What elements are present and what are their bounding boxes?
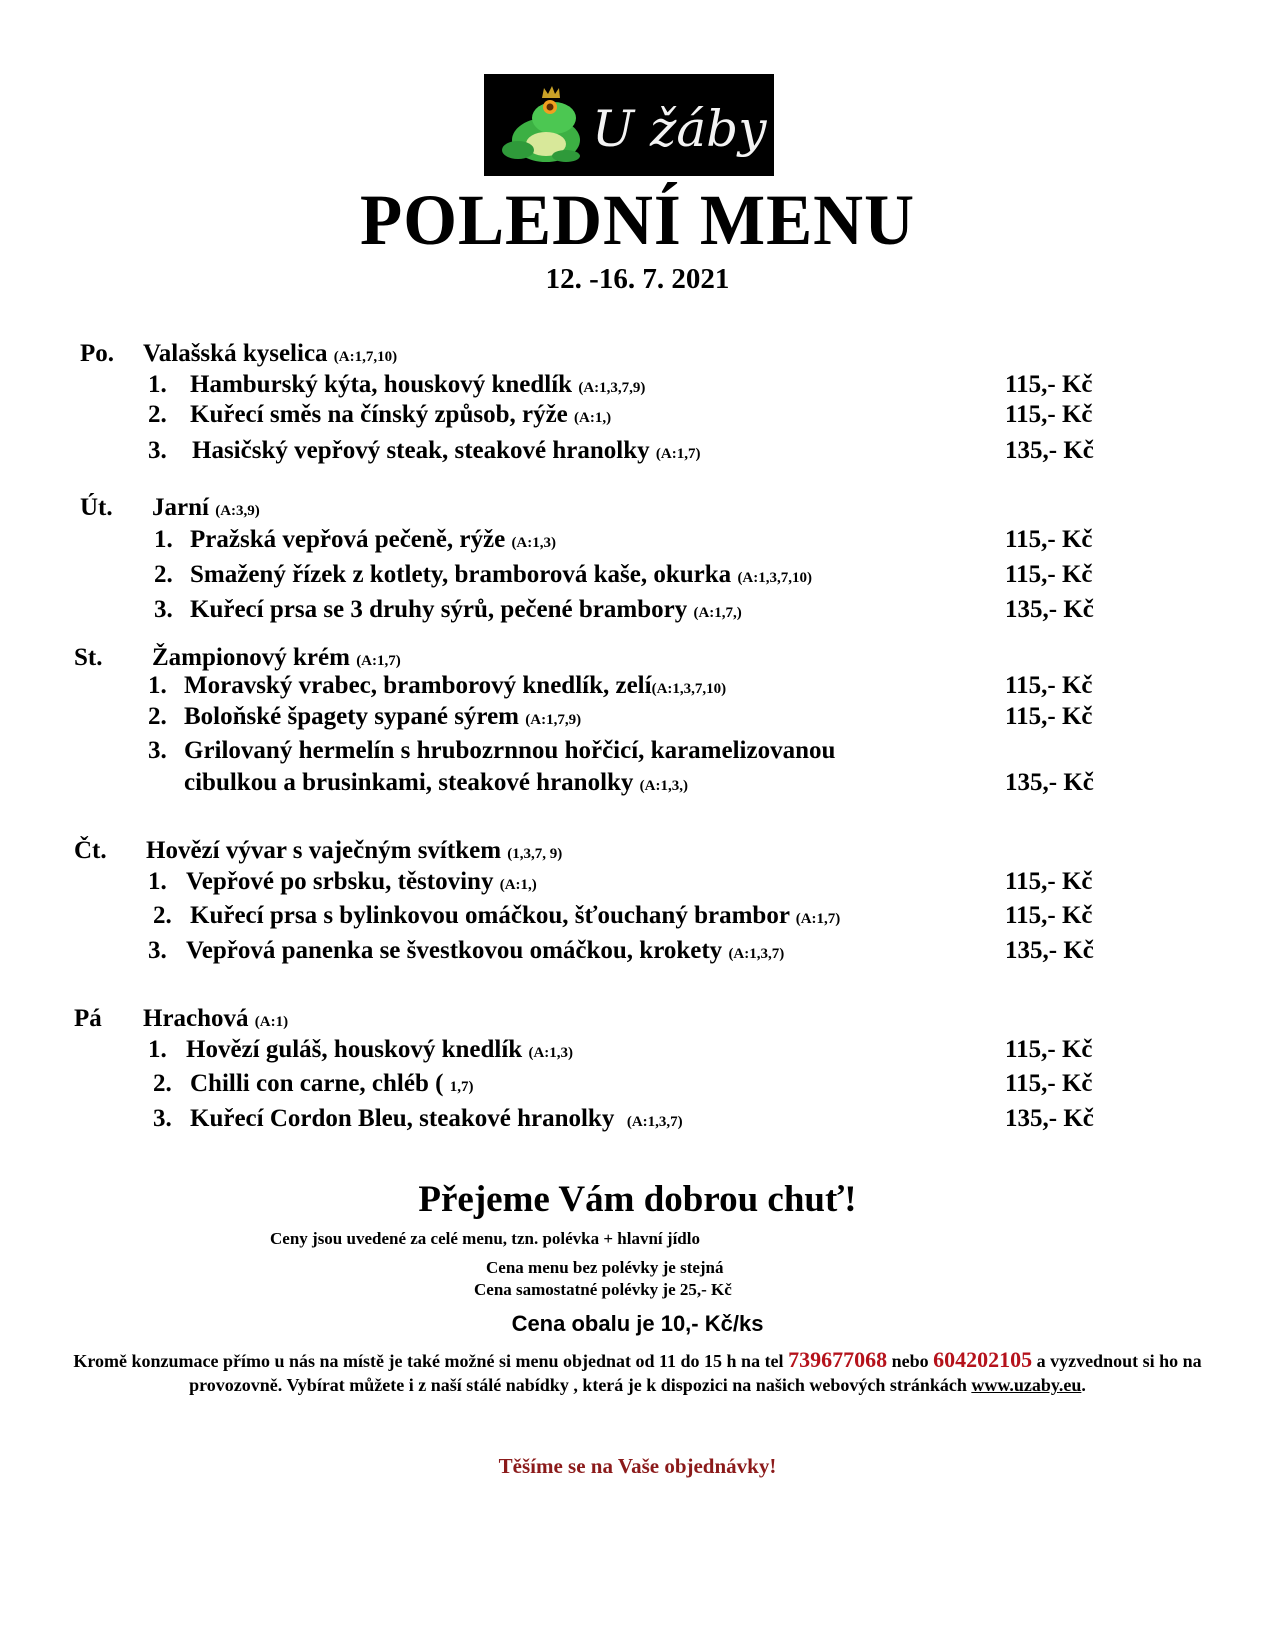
dish-name: Hovězí guláš, houskový knedlík (A:1,3) [186,1036,574,1063]
website-link[interactable]: www.uzaby.eu [971,1375,1082,1395]
dish-row [0,1033,1275,1067]
phone-number-2[interactable]: 604202105 [933,1347,1033,1372]
dish-row [0,368,1275,402]
dish-row [0,669,1275,703]
dish-number: 2. [148,703,167,730]
dish-number: 1. [148,868,167,895]
dish-row [0,1102,1275,1136]
dish-number: 2. [154,561,173,588]
dish-price: 115,- Kč [1005,1036,1093,1063]
dish-number: 1. [148,1036,167,1063]
dish-number: 2. [148,401,167,428]
dish-name: Pražská vepřová pečeně, rýže (A:1,3) [190,526,557,553]
bon-appetit-heading: Přejeme Vám dobrou chuť! [418,1179,857,1220]
soup-price-note: Cena samostatné polévky je 25,- Kč [474,1280,732,1299]
dish-row [0,865,1275,899]
dish-name: Hamburský kýta, houskový knedlík (A:1,3,7,9) [190,371,646,398]
soup-item: Hovězí vývar s vaječným svítkem (1,3,7, 9) [146,837,563,864]
dish-price: 135,- Kč [1005,769,1094,796]
dish-name: Vepřová panenka se švestkovou omáčkou, krokety (A:1,3,7) [186,937,785,964]
dish-number: 3. [148,437,167,464]
dish-row [0,558,1275,592]
dish-row [0,734,1275,768]
dish-price: 115,- Kč [1005,526,1093,553]
dish-price: 115,- Kč [1005,703,1093,730]
dish-row [0,593,1275,627]
day-label: Čt. [74,837,107,864]
dish-name: Boloňské špagety sypané sýrem (A:1,7,9) [184,703,582,730]
dish-name: Kuřecí prsa se 3 druhy sýrů, pečené brambory (A:1,7,) [190,596,742,623]
order-info: Kromě konzumace přímo u nás na místě je také možné si menu objednat od 11 do 15 h na tel 739677068 nebo 604202105 a vyzvednout si ho na provozovně. Vybírat můžete i z naší stálé nabídky , která je k dispozici na našich webových stránkách www.uzaby.eu. [73,1347,1202,1395]
dish-price: 135,- Kč [1005,437,1094,464]
dish-price: 115,- Kč [1005,401,1093,428]
day-row-thursday [0,834,1275,868]
packaging-price: Cena obalu je 10,- Kč/ks [511,1311,764,1336]
dish-name: cibulkou a brusinkami, steakové hranolky (A:1,3,) [184,769,688,796]
dish-name: Moravský vrabec, bramborový knedlík, zelí(A:1,3,7,10) [184,672,727,699]
soup-item: Jarní (A:3,9) [152,494,260,521]
dish-row [0,700,1275,734]
dish-name: Grilovaný hermelín s hrubozrnnou hořčicí, karamelizovanou [184,737,836,764]
day-label: Po. [80,340,115,367]
dish-number: 2. [153,902,172,929]
svg-text:U žáby: U žáby [592,100,767,158]
dish-number: 1. [148,672,167,699]
dish-name: Kuřecí směs na čínský způsob, rýže (A:1,) [190,401,612,428]
dish-row [0,934,1275,968]
dish-name: Vepřové po srbsku, těstoviny (A:1,) [186,868,537,895]
dish-name: Smažený řízek z kotlety, bramborová kaše, okurka (A:1,3,7,10) [190,561,813,588]
date-range: 12. -16. 7. 2021 [545,263,730,295]
day-row-friday [0,1002,1275,1036]
dish-price: 135,- Kč [1005,1105,1094,1132]
dish-price: 115,- Kč [1005,902,1093,929]
dish-price: 115,- Kč [1005,1070,1093,1097]
dish-number: 1. [154,526,173,553]
dish-price: 115,- Kč [1005,371,1093,398]
day-row-monday [0,337,1275,371]
dish-row-continuation [0,766,1275,800]
dish-number: 1. [148,371,167,398]
soup-item: Hrachová (A:1) [143,1005,289,1032]
day-label: Pá [74,1005,102,1032]
price-note: Ceny jsou uvedené za celé menu, tzn. polévka + hlavní jídlo [270,1229,700,1248]
dish-name: Kuřecí Cordon Bleu, steakové hranolky (A:1,3,7) [190,1105,683,1132]
dish-price: 135,- Kč [1005,937,1094,964]
restaurant-logo [484,74,774,176]
soup-item: Valašská kyselica (A:1,7,10) [143,340,398,367]
dish-name: Hasičský vepřový steak, steakové hranolky (A:1,7) [192,437,701,464]
dish-name: Chilli con carne, chléb ( 1,7) [190,1070,474,1097]
day-label: Út. [80,494,113,521]
dish-number: 3. [148,737,167,764]
day-label: St. [74,644,103,671]
dish-row [0,434,1275,468]
frog-with-crown-icon [484,74,774,176]
dish-number: 3. [153,1105,172,1132]
closing-message: Těšíme se na Vaše objednávky! [498,1454,777,1478]
page-title: POLEDNÍ MENU [360,180,915,260]
dish-name: Kuřecí prsa s bylinkovou omáčkou, šťouchaný brambor (A:1,7) [190,902,841,929]
dish-number: 3. [148,937,167,964]
price-note: Cena menu bez polévky je stejná [486,1258,724,1277]
dish-number: 3. [154,596,173,623]
dish-price: 115,- Kč [1005,868,1093,895]
day-row-tuesday [0,491,1275,525]
dish-row [0,1067,1275,1101]
dish-number: 2. [153,1070,172,1097]
phone-number-1[interactable]: 739677068 [788,1347,888,1372]
dish-price: 115,- Kč [1005,672,1093,699]
dish-row [0,523,1275,557]
dish-price: 115,- Kč [1005,561,1093,588]
dish-row [0,398,1275,432]
dish-row [0,899,1275,933]
soup-item: Žampionový krém (A:1,7) [152,644,401,671]
dish-price: 135,- Kč [1005,596,1094,623]
